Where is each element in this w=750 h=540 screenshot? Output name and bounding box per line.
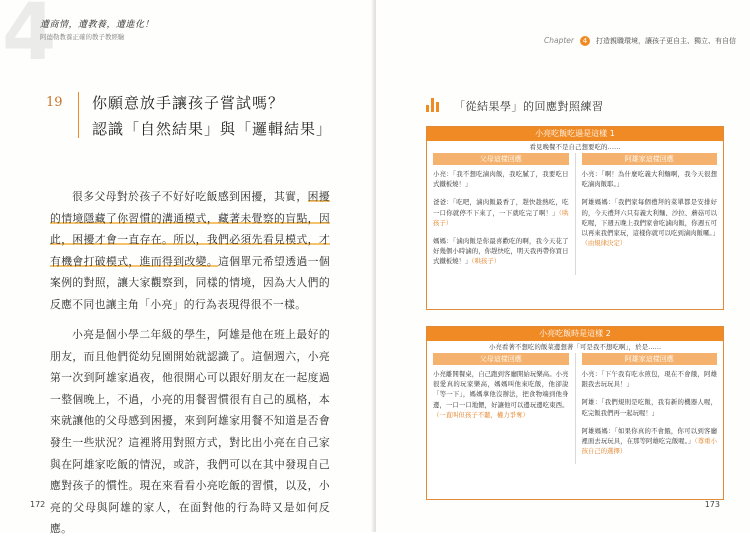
dialogue-text: 阿雄媽媽：「如果你真的不會餓，你可以到客廳裡面去玩玩具，在那等阿雄吃完飯喔。」	[581, 426, 717, 446]
unit-title-line-1: 你願意放手讓孩子嘗試嗎？	[92, 94, 285, 112]
dialogue-paragraph	[433, 197, 569, 228]
section-title: 「從結果學」的回應對照練習	[454, 100, 604, 113]
chapter-label: Chapter	[544, 36, 574, 45]
dialogue-note: （尊重小孩自己的選擇）	[581, 437, 717, 456]
dialogue-paragraph	[582, 397, 718, 417]
dialogue-text: 媽媽：「滷肉飯是你最喜歡吃的啊，我今天花了好幾個小時滷的，你趕快吃，明天我再帶你買日式鐵板燒！」	[433, 237, 569, 266]
chapter-big-number: 4	[2, 0, 57, 78]
dialogue-paragraph	[433, 369, 569, 420]
chapter-title: 打造親職環境，讓孩子更自主、獨立、有自信	[596, 37, 736, 45]
dialogue-text: 阿雄：「我們規則是吃飯，我有新的機器人喔，吃完飯我們再一起玩喔！」	[581, 398, 717, 417]
dialogue-note: （由規律決定）	[581, 239, 627, 248]
column-divider	[575, 153, 576, 275]
dialogue-paragraph	[433, 236, 569, 267]
dialogue-text: 阿雄媽媽：「我們家每個禮拜的菜單都是安排好的，今天禮拜六只有義大利麵、沙拉、蘑菇可以吃喔，下週五晚上我們家會吃滷肉飯，你週五可以再來我們家玩，這樣你就可以吃到滷肉飯囉。」	[581, 198, 719, 238]
scenario-2-subtitle: 小亮看著不想吃的飯菜邊想著「可是我不想吃啊」，於是……	[488, 343, 662, 351]
dialogue-note: （哄孩子）	[471, 257, 501, 266]
paragraph-1-tail: 這個單元希望透過一個案例的對照，讓大家觀察到，同樣的情境，因為大人們的反應不同也讓主角「小亮」的行為表現得很不一樣。	[50, 254, 331, 311]
scenario-2-parents-column	[433, 353, 569, 464]
unit-number: 19	[46, 95, 63, 110]
dialogue-paragraph	[433, 169, 569, 189]
scenario-box-2	[426, 326, 724, 500]
dialogue-note: （一直叫但孩子不聽，權力爭奪）	[433, 410, 529, 419]
right-running-header	[544, 36, 736, 46]
scenario-2-parents-head: 父母這樣回應	[433, 353, 569, 365]
dialogue-paragraph	[582, 369, 718, 389]
body-paragraph-2	[50, 324, 330, 540]
scenario-1-parents-head: 父母這樣回應	[433, 153, 569, 165]
dialogue-text: 小亮：「下午我有吃水煎包，現在不會餓，阿雄跟我去玩玩具！」	[581, 370, 717, 389]
dialogue-text: 小亮：「我不想吃滷肉飯，我吃膩了，我要吃日式鐵板燒！」	[433, 170, 569, 189]
page-number-right: 173	[704, 500, 720, 509]
column-divider	[575, 353, 576, 464]
left-running-header: 遭商情，遭教養，遭進化！	[40, 20, 155, 30]
scenario-1-subtitle: 看見晚餐不是自己想要吃的……	[529, 143, 621, 151]
scenario-2-title: 小亮吃飯時是這樣 2	[427, 327, 723, 341]
left-running-subheader: 阿德勒教養正確的教子教經驗	[40, 33, 125, 41]
chapter-number-badge: 4	[580, 36, 590, 46]
scenario-1-columns	[427, 153, 723, 275]
dialogue-text: 小亮：「啊！為什麼吃義大利麵啊，我今天很想吃滷肉飯耶。」	[581, 170, 717, 189]
scenario-2-ahsiung-column	[582, 353, 718, 464]
scenario-2-columns	[427, 353, 723, 464]
dialogue-note: （哄孩子）	[433, 208, 569, 227]
unit-divider	[78, 92, 79, 138]
scenario-1-parents-column	[433, 153, 569, 275]
bar-chart-icon	[426, 98, 442, 112]
page-number-left: 172	[30, 500, 46, 509]
dialogue-paragraph	[582, 169, 718, 189]
body-paragraph-1	[50, 186, 330, 316]
right-page	[376, 0, 750, 532]
scenario-1-ahsiung-head: 阿雄家這樣回應	[582, 153, 718, 165]
dialogue-paragraph	[582, 197, 718, 248]
scenario-1-ahsiung-column	[582, 153, 718, 275]
dialogue-text: 爸爸：「吃吧，滷肉飯最香了，趕快趁熱吃，吃一口你就停不下來了，一下就吃完了啊！」	[433, 198, 569, 217]
highlighted-text: 困擾的情境隱藏了你習慣的溝通模式，藏著未覺察的盲點，因此，困擾才會一直存在。所以，我們必須先看見模式，才有機會打破模式，進而得到改變。	[50, 190, 330, 268]
dialogue-paragraph	[582, 426, 718, 457]
paragraph-2-text: 小亮是個小學二年級的學生，阿雄是他在班上最好的朋友，而且他們從幼兒園開始就認識了。這個週六，小亮第一次到阿雄家過夜，他很開心可以跟好朋友在一起度過一整個晚上，不過，小亮的用餐習慣很有自己的風格，本來就讓他的父母感到困擾，來到阿雄家用餐不知道是否會發生一些狀況？這裡將用對照方式，對比出小亮在自己家與在阿雄家吃飯的情況，或許，我們可以在其中發現自己應對孩子的慣性。現在來看看小亮吃飯的習慣，以及，小亮的父母與阿雄的家人，在面對他的行為時又是如何反應。	[50, 328, 330, 536]
unit-title-line-2: 認識「自然結果」與「邏輯結果」	[92, 120, 333, 138]
paragraph-1-lead: 很多父母對於孩子不好好吃飯感到困擾，其實，	[72, 190, 308, 203]
scenario-2-ahsiung-head: 阿雄家這樣回應	[582, 353, 718, 365]
dialogue-text: 小亮離開餐桌，自己跑到客廳開始玩樂高。小亮很愛真的玩家樂高，媽媽叫他來吃飯，他卻說「等一下」，媽媽拿他沒辦法，把食物端到他身邊，一口一口地餵，好讓他可以邊玩邊吃東西。	[433, 370, 569, 409]
scenario-1-title: 小亮吃飯吃過是這樣 1	[427, 127, 723, 141]
scenario-box-1	[426, 126, 724, 310]
left-page	[0, 0, 374, 536]
